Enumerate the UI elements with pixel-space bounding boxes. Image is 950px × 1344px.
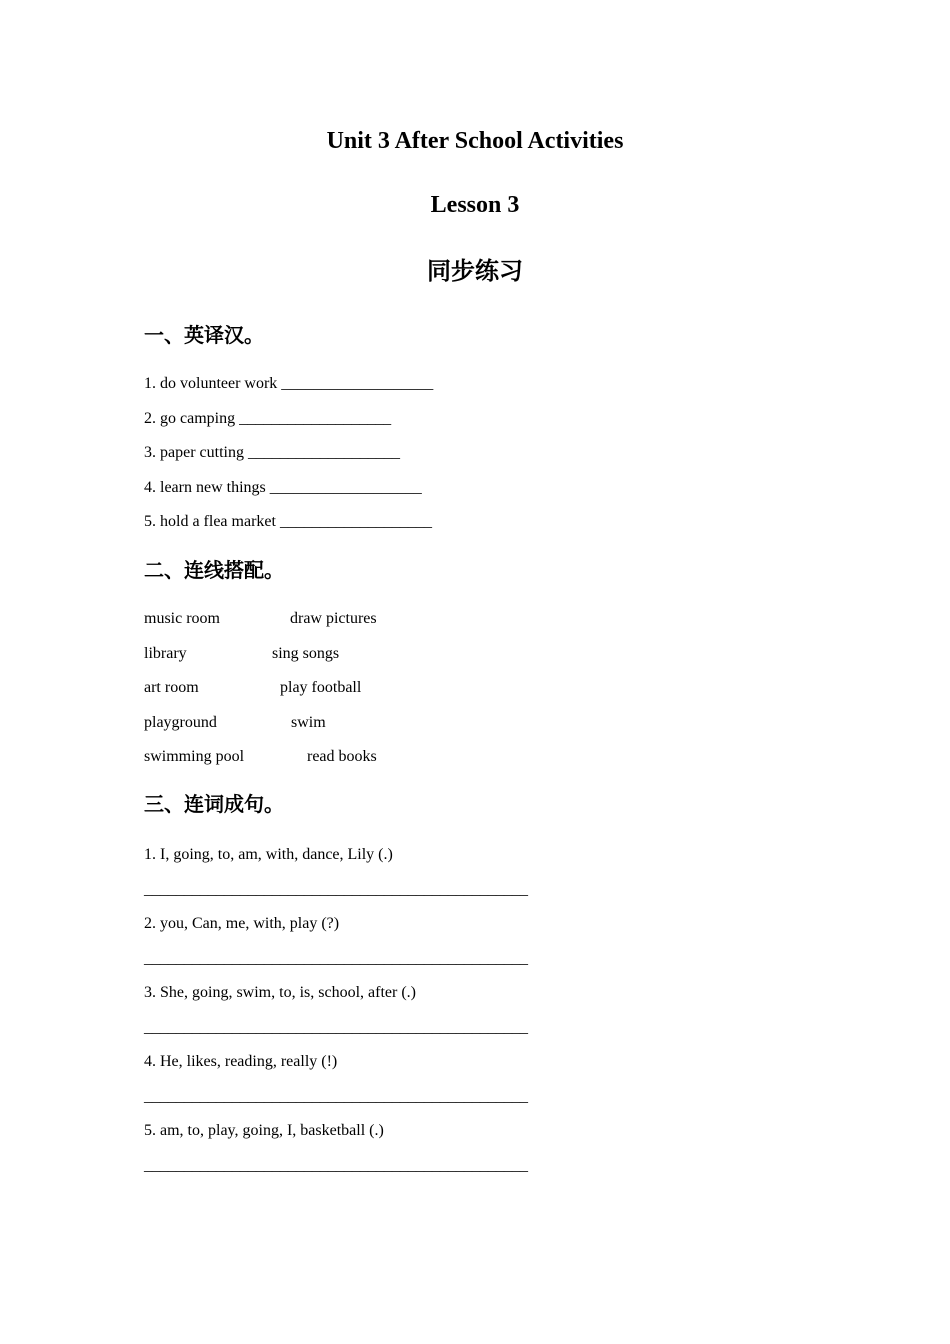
translation-item: 3. paper cutting ___________________ bbox=[144, 444, 400, 461]
translation-item: 2. go camping ___________________ bbox=[144, 410, 392, 427]
translation-item: 5. hold a flea market ___________________ bbox=[144, 513, 432, 530]
answer-line: ________________________________________________ bbox=[144, 1088, 528, 1105]
sentence-prompt: 5. am, to, play, going, I, basketball (.) bbox=[144, 1122, 384, 1139]
sentence-prompt: 1. I, going, to, am, with, dance, Lily (.) bbox=[144, 846, 393, 863]
match-right-item: play football bbox=[280, 679, 362, 696]
section1-heading: 一、英译汉。 bbox=[144, 323, 264, 347]
match-right-item: swim bbox=[291, 714, 326, 731]
answer-line: ________________________________________________ bbox=[144, 1157, 528, 1174]
match-left-item: swimming pool bbox=[144, 748, 245, 765]
match-right-item: sing songs bbox=[272, 645, 340, 662]
practice-title: 同步练习 bbox=[427, 257, 523, 285]
sentence-prompt: 3. She, going, swim, to, is, school, after (.) bbox=[144, 984, 416, 1001]
match-left-item: library bbox=[144, 645, 187, 662]
unit-title: Unit 3 After School Activities bbox=[326, 128, 624, 154]
section3-heading: 三、连词成句。 bbox=[144, 792, 284, 816]
match-left-item: playground bbox=[144, 714, 217, 731]
translation-item: 4. learn new things ___________________ bbox=[144, 479, 422, 496]
translation-item: 1. do volunteer work ___________________ bbox=[144, 375, 434, 392]
match-left-item: art room bbox=[144, 679, 199, 696]
answer-line: ________________________________________________ bbox=[144, 881, 528, 898]
section2-heading: 二、连线搭配。 bbox=[144, 558, 284, 582]
answer-line: ________________________________________________ bbox=[144, 950, 528, 967]
answer-line: ________________________________________________ bbox=[144, 1019, 528, 1036]
match-right-item: draw pictures bbox=[290, 610, 377, 627]
match-left-item: music room bbox=[144, 610, 220, 627]
sentence-prompt: 4. He, likes, reading, really (!) bbox=[144, 1053, 338, 1070]
match-right-item: read books bbox=[307, 748, 377, 765]
sentence-prompt: 2. you, Can, me, with, play (?) bbox=[144, 915, 340, 932]
lesson-title: Lesson 3 bbox=[430, 192, 520, 218]
